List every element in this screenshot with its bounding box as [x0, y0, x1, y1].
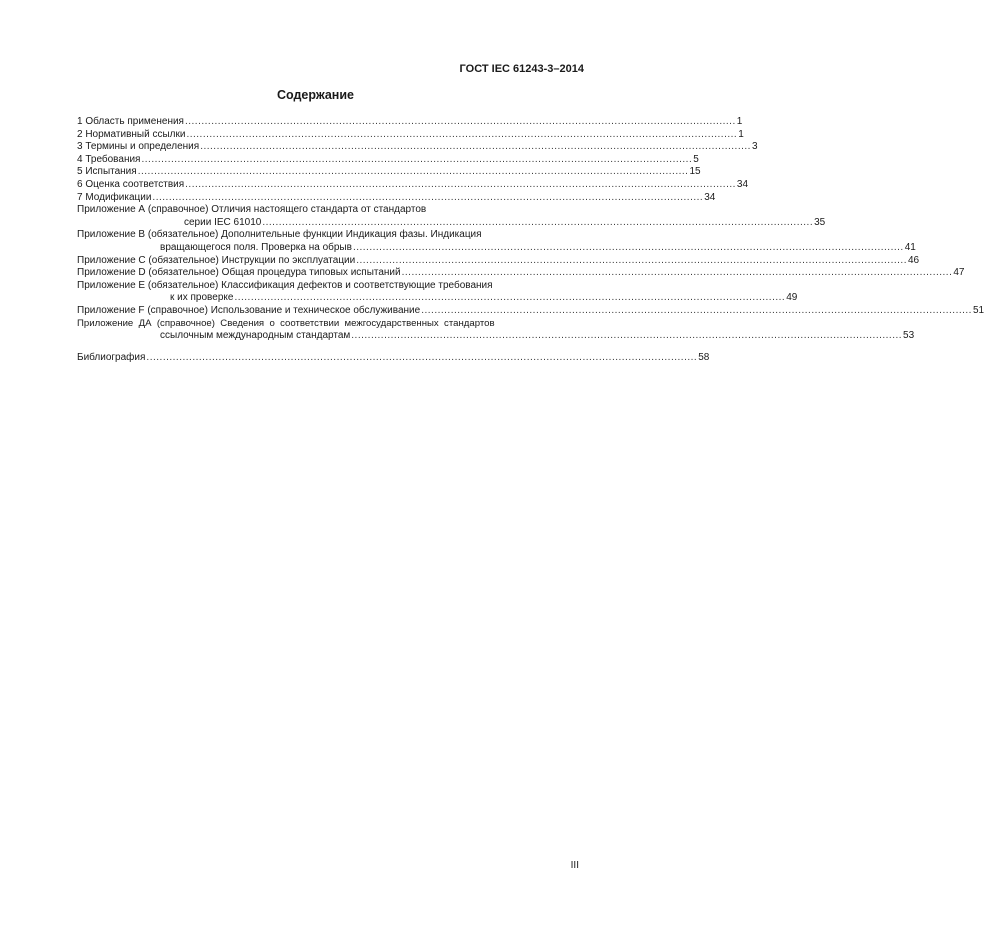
toc-entry[interactable] [77, 254, 920, 268]
toc-leader: ........................................................................................................................................................................ [186, 128, 738, 140]
toc-leader: ........................................................................................................................................................................ [401, 267, 953, 279]
toc-entry-bibliography[interactable] [77, 351, 710, 365]
toc-entry-label: Приложение ДА (справочное) Сведения о соответствии межгосударственных стандартов [77, 317, 495, 329]
toc-leader: ........................................................................................................................................................................ [137, 166, 689, 178]
page-number: III [570, 860, 579, 871]
toc-entry-page: 51 [972, 304, 984, 316]
toc-entry-label: серии IEC 61010 [184, 216, 262, 228]
toc-entry-page: 34 [736, 178, 749, 190]
toc-entry[interactable] [77, 153, 699, 167]
toc-entry-page: 41 [904, 241, 916, 253]
toc-entry[interactable] [77, 116, 743, 129]
toc-entry-page: 3 [751, 141, 758, 153]
toc-entry-label: 6 Оценка соответствия [77, 178, 185, 190]
toc-entry-label: Библиография [77, 351, 146, 363]
toc-entry-label: Приложение В (обязательное) Дополнительные функции Индикация фазы. Индикация [77, 229, 482, 241]
toc-entry-continuation[interactable] [77, 241, 916, 255]
toc-leader: ........................................................................................................................................................................ [141, 153, 693, 165]
toc-entry-page: 15 [689, 166, 701, 178]
toc-entry[interactable] [77, 280, 584, 293]
toc-leader: ........................................................................................................................................................................ [184, 116, 736, 127]
toc-leader: ........................................................................................................................................................................ [421, 304, 972, 316]
toc-entry[interactable] [77, 304, 984, 318]
toc-leader: ........................................................................................................................................................................ [200, 141, 751, 153]
toc-entry-label: Приложение D (обязательное) Общая процедура типовых испытаний [77, 267, 401, 279]
toc-entry-page: 35 [814, 216, 826, 228]
toc-entry-page: 53 [903, 330, 915, 342]
toc-entry-label: ссылочным международным стандартам [160, 330, 351, 342]
page-title: Содержание [276, 88, 354, 102]
toc-entry-page: 34 [704, 191, 716, 203]
toc-entry-label: 3 Термины и определения [77, 141, 200, 153]
toc-leader: ........................................................................................................................................................................ [262, 216, 814, 228]
toc-entry-page: 46 [907, 254, 920, 266]
toc-entry[interactable] [77, 191, 716, 205]
toc-entry[interactable] [77, 229, 584, 242]
document-id-header: ГОСТ IEC 61243-3–2014 [459, 63, 584, 75]
toc-entry-label: к их проверке [170, 292, 234, 304]
table-of-contents [77, 116, 984, 364]
toc-entry-continuation[interactable] [77, 292, 798, 305]
toc-entry-continuation[interactable] [77, 216, 826, 230]
toc-entry-label: 1 Область применения [77, 116, 184, 127]
toc-leader: ........................................................................................................................................................................ [146, 351, 698, 363]
toc-entry-label: Приложение С (обязательное) Инструкции по эксплуатации [77, 254, 356, 266]
toc-leader: ........................................................................................................................................................................ [351, 330, 903, 342]
toc-entry-page: 47 [953, 267, 965, 279]
toc-entry-label: Приложение Е (обязательное) Классификация дефектов и соответствующие требования [77, 279, 493, 291]
toc-entry-label: Приложение F (справочное) Использование и техническое обслуживание [77, 304, 421, 316]
toc-entry[interactable] [77, 318, 584, 331]
toc-entry[interactable] [77, 178, 749, 192]
toc-entry-label: 5 Испытания [77, 166, 137, 178]
toc-entry-page: 5 [693, 153, 699, 165]
toc-entry[interactable] [77, 204, 584, 217]
toc-entry-label: 7 Модификации [77, 191, 152, 203]
toc-leader: ........................................................................................................................................................................ [352, 241, 904, 253]
toc-entry-continuation[interactable] [77, 330, 915, 343]
toc-leader: ........................................................................................................................................................................ [356, 254, 907, 266]
toc-leader: ........................................................................................................................................................................ [152, 191, 704, 203]
toc-entry-label: 2 Нормативный ссылки [77, 128, 186, 140]
toc-entry[interactable] [77, 128, 744, 142]
toc-entry-page: 58 [698, 351, 710, 363]
toc-entry-page: 1 [736, 116, 743, 127]
toc-leader: ........................................................................................................................................................................ [185, 178, 736, 190]
toc-leader: ........................................................................................................................................................................ [234, 292, 786, 304]
toc-entry[interactable] [77, 141, 758, 154]
toc-entry[interactable] [77, 267, 965, 280]
toc-entry-label: 4 Требования [77, 153, 141, 165]
toc-entry[interactable] [77, 166, 701, 179]
toc-entry-label: Приложение А (справочное) Отличия настоящего стандарта от стандартов [77, 204, 427, 216]
toc-entry-label: вращающегося поля. Проверка на обрыв [160, 241, 352, 253]
toc-entry-page: 1 [738, 128, 744, 140]
toc-entry-page: 49 [786, 292, 798, 304]
